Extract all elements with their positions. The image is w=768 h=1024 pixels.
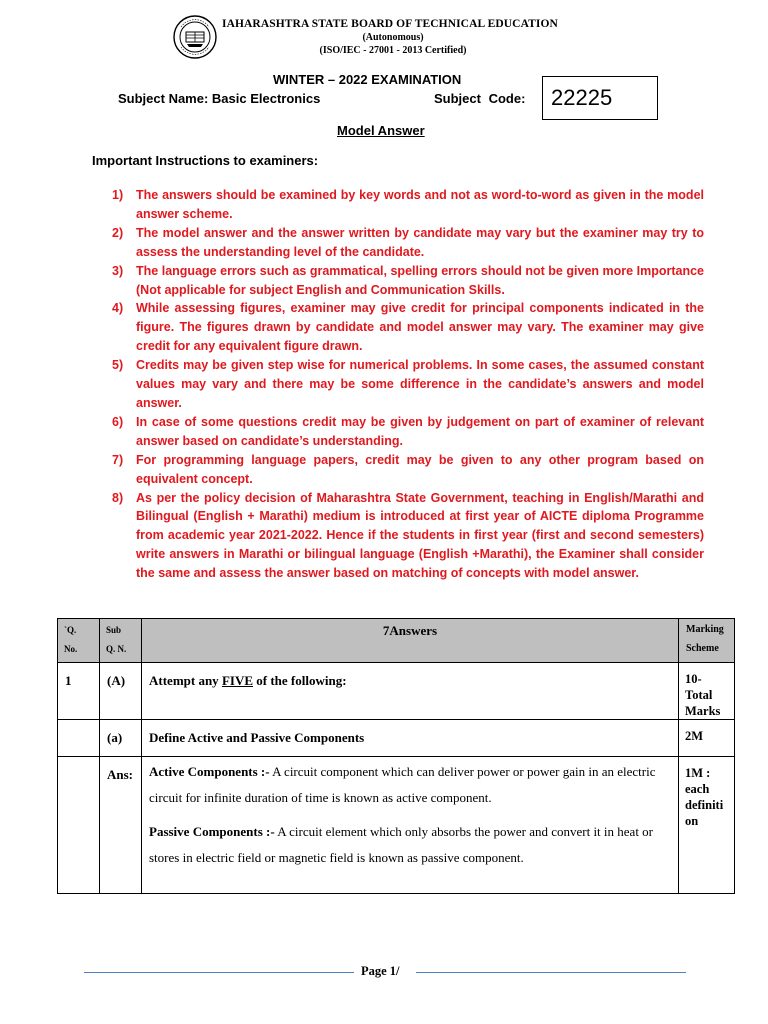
header-qno: `Q. No. [58, 619, 100, 663]
instruction-item: 4) While assessing figures, examiner may give credit for principal components indicated in the figure. The figures drawn by candidate and model answer may vary. The examiner may give credit for any equivalent figure drawn. [112, 301, 704, 354]
row-qno [58, 757, 100, 894]
row-marks: 1M : each definiti on [679, 757, 735, 894]
row-subq: Ans: [100, 757, 142, 894]
page-number: Page 1/ [361, 964, 400, 978]
table-header-row [58, 619, 735, 663]
exam-title: WINTER – 2022 EXAMINATION [273, 72, 462, 87]
table-row [58, 720, 735, 757]
row-subq: (a) [100, 720, 142, 757]
subject-code-box [542, 76, 658, 120]
instruction-item: 1) The answers should be examined by key words and not as word-to-word as given in the model answer scheme. [112, 188, 704, 221]
row-marks: 10- Total Marks [679, 663, 735, 720]
subject-code-label: Subject Code: [434, 91, 526, 106]
instructions-list [112, 186, 704, 583]
instruction-item: 7) For programming language papers, credit may be given to any other program based on equivalent concept. [112, 452, 704, 486]
instruction-item: 6) In case of some questions credit may be given by judgement on part of examiner of relevant answer based on candidate’s understanding. [112, 414, 704, 448]
instruction-item: 5) Credits may be given step wise for numerical problems. In some cases, the assumed constant values may vary and there may be some difference in the candidate’s answers and model answer. [112, 358, 704, 410]
instruction-item: 3) The language errors such as grammatical, spelling errors should not be given more Importance (Not applicable for subject English and Communication Skills. [112, 263, 704, 297]
footer-divider-right [416, 972, 686, 973]
row-answer [142, 757, 679, 894]
row-marks: 2M [679, 720, 735, 757]
subject-name: Subject Name: Basic Electronics [118, 91, 321, 106]
footer-divider-left [84, 972, 354, 973]
instructions-title: Important Instructions to examiners: [92, 153, 319, 168]
row-question: Attempt any FIVE of the following: [142, 663, 679, 720]
active-definition: Active Components :- A circuit component which can deliver power or power gain in an electric circuit for infinite duration of time is known as active component. [149, 764, 656, 805]
board-autonomous: (Autonomous) [362, 32, 424, 43]
instruction-item: 8) As per the policy decision of Maharashtra State Government, teaching in English/Marathi and Bilingual (English + Marathi) medium is introduced at first year of AICTE diploma Programme from academic year 2021-2022. Hence if the students in first year (first and second semesters) write answers in Marathi or bilingual language (English +Marathi), the Examiner shall consider the same and assess the answer based on matching of concepts with model answer. [112, 490, 704, 581]
subject-code-value: 22225 [551, 85, 613, 110]
row-subq: (A) [100, 663, 142, 720]
answer-table [57, 618, 735, 894]
row-question: Define Active and Passive Components [142, 720, 679, 757]
board-certification: (ISO/IEC - 27001 - 2013 Certified) [319, 45, 467, 56]
instruction-item: 2) The model answer and the answer written by candidate may vary but the examiner may try to assess the understanding level of the candidate. [112, 225, 704, 259]
row-qno: 1 [58, 663, 100, 720]
board-title: IAHARASHTRA STATE BOARD OF TECHNICAL EDUCATION [222, 18, 558, 30]
table-row [58, 663, 735, 720]
header-answers: 7Answers [142, 619, 679, 663]
row-qno [58, 720, 100, 757]
table-row [58, 757, 735, 894]
passive-definition: Passive Components :- A circuit element which only absorbs the power and convert it in heat or stores in electric field or magnetic field is known as passive component. [149, 824, 654, 865]
header-subq: Sub Q. N. [100, 619, 142, 663]
header-marking: Marking Scheme [679, 619, 735, 663]
model-answer-heading: Model Answer [337, 123, 425, 138]
